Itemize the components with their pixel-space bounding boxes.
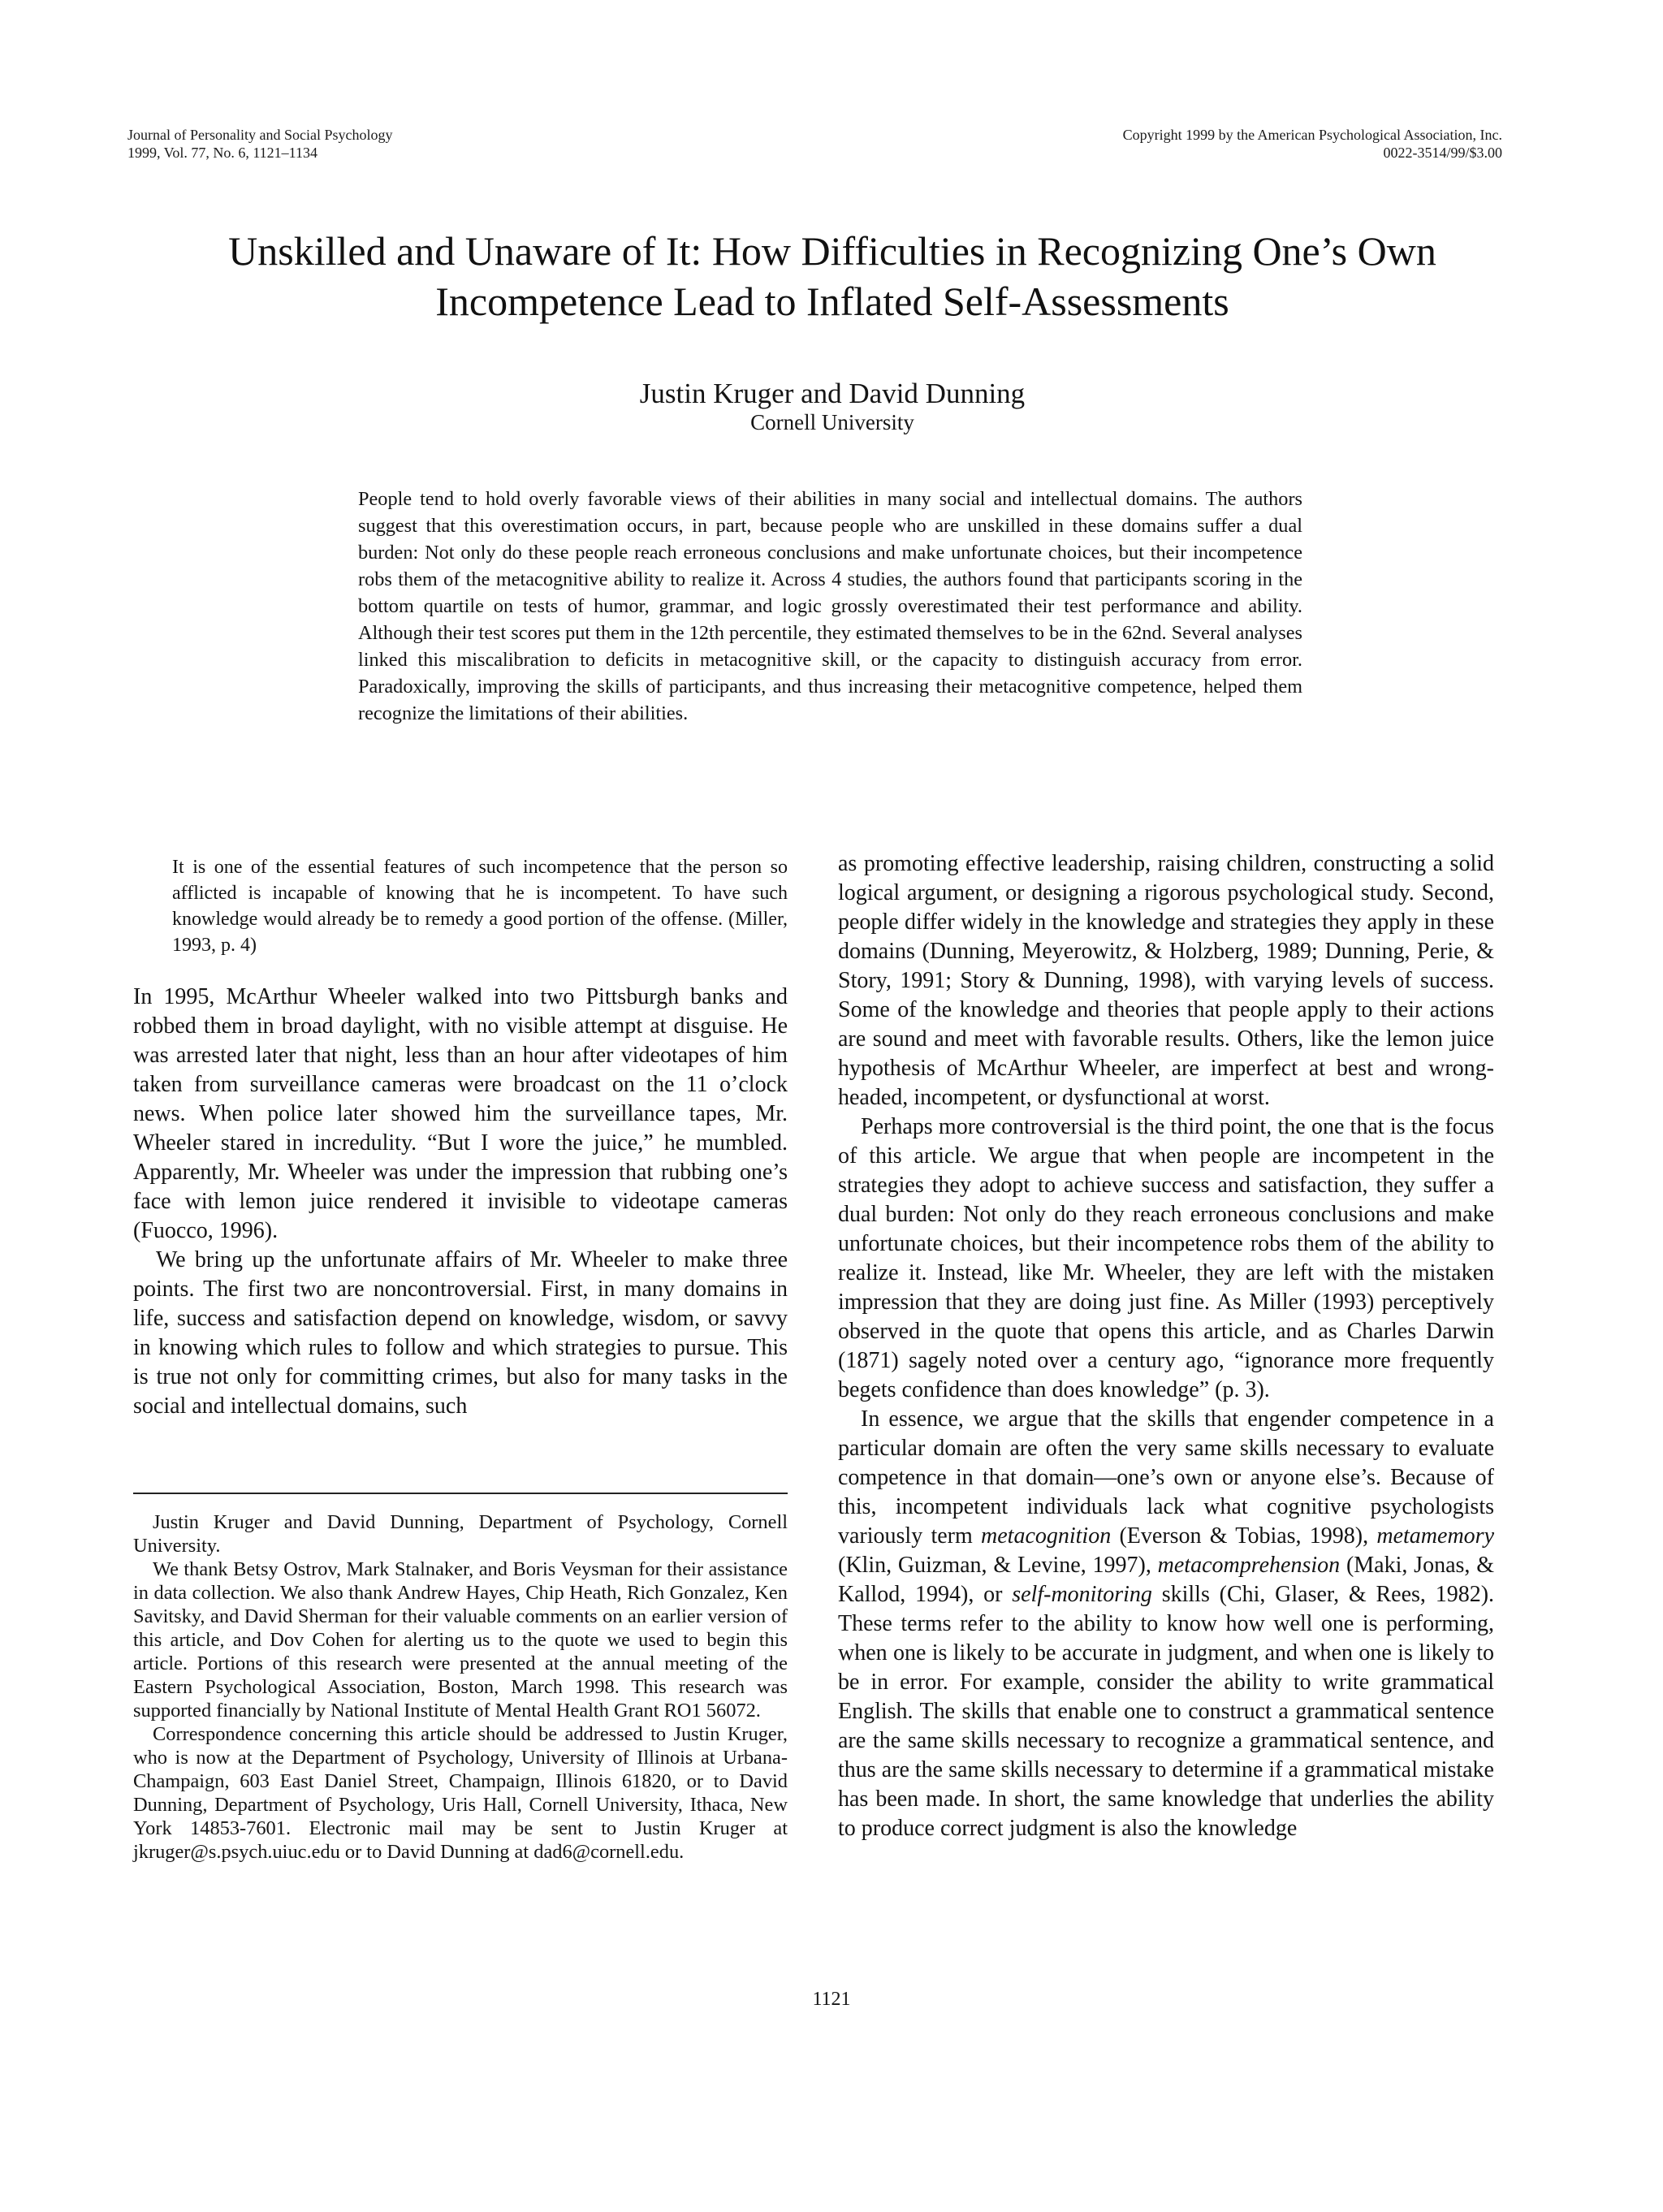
journal-name: Journal of Personality and Social Psychology — [127, 127, 393, 143]
copyright-line: Copyright 1999 by the American Psychological Association, Inc. — [1122, 127, 1502, 143]
footnote-divider — [133, 1493, 788, 1494]
body-text-right — [838, 849, 1494, 1843]
title-line-1: Unskilled and Unaware of It: How Difficulties in Recognizing One’s Own — [228, 228, 1436, 274]
article-title — [81, 226, 1583, 326]
acknowledgments-footnote: We thank Betsy Ostrov, Mark Stalnaker, and Boris Veysman for their assistance in data collection. We also thank Andrew Hayes, Chip Heath, Rich Gonzalez, Ken Savitsky, and David Sherman for their valuable comments on an earlier version of this article, and Dov Cohen for alerting us to the quote we used to begin this article. Portions of this research were presented at the annual meeting of the Eastern Psychological Association, Boston, March 1998. This research was supported financially by National Institute of Mental Health Grant RO1 56072. — [133, 1558, 788, 1722]
term-metamemory: metamemory — [1376, 1523, 1494, 1549]
text-run: (Maki, Jonas, & Kallod, 1994), or — [838, 1553, 1494, 1607]
term-self-monitoring: self-monitoring — [1012, 1582, 1152, 1607]
body-paragraph: Perhaps more controversial is the third point, the one that is the focus of this article. We argue that when people are incompetent in the strategies they adopt to achieve success and satisfaction, they suffer a dual burden: Not only do they reach erroneous conclusions and make unfortunate choices, but their incompetence robs them of the ability to realize it. Instead, like Mr. Wheeler, they are left with the mistaken impression that they are doing just fine. As Miller (1993) perceptively observed in the quote that opens this article, and as Charles Darwin (1871) sagely noted over a century ago, “ignorance more frequently begets confidence than does knowledge” (p. 3). — [838, 1114, 1494, 1402]
body-paragraph — [838, 1405, 1494, 1843]
right-column — [838, 849, 1494, 1843]
epigraph — [172, 854, 788, 958]
epigraph-citation: (Miller, 1993, p. 4) — [172, 909, 788, 956]
term-metacomprehension: metacomprehension — [1157, 1553, 1341, 1578]
title-line-2: Incompetence Lead to Inflated Self-Assessments — [435, 279, 1229, 324]
abstract: People tend to hold overly favorable views of their abilities in many social and intellectual domains. The authors suggest that this overestimation occurs, in part, because people who are unskilled in these domains suffer a dual burden: Not only do these people reach erroneous conclusions and make unfortunate choices, but their incompetence robs them of the metacognitive ability to realize it. Across 4 studies, the authors found that participants scoring in the bottom quartile on tests of humor, grammar, and logic grossly overestimated their test performance and ability. Although their test scores put them in the 12th percentile, they estimated themselves to be in the 62nd. Several analyses linked this miscalibration to deficits in metacognitive skill, or the capacity to distinguish accuracy from error. Paradoxically, improving the skills of participants, and thus increasing their metacognitive competence, helped them recognize the limitations of their abilities. — [358, 488, 1302, 724]
left-column — [133, 854, 788, 1421]
body-text-left — [133, 983, 788, 1421]
term-metacognition: metacognition — [981, 1523, 1112, 1549]
copyright-notice — [1123, 126, 1502, 162]
author-affiliation: Cornell University — [750, 410, 914, 434]
journal-citation — [127, 126, 392, 162]
body-paragraph: as promoting effective leadership, raising children, constructing a solid logical argument, or designing a rigorous psychological study. Second, people differ widely in the knowledge and strategies they apply in these domains (Dunning, Meyerowitz, & Holzberg, 1989; Dunning, Perie, & Story, 1991; Story & Dunning, 1998), with varying levels of success. Some of the knowledge and theories that people apply to their actions are sound and meet with favorable results. Others, like the lemon juice hypothesis of McArthur Wheeler, are imperfect at best and wrong-headed, incompetent, or dysfunctional at worst. — [838, 851, 1494, 1110]
author-names: Justin Kruger and David Dunning — [639, 378, 1026, 409]
author-footnotes — [133, 1493, 788, 1864]
issn-price: 0022-3514/99/$3.00 — [1383, 145, 1502, 161]
text-run: In essence, we argue that the skills that engender competence in a particular domain are often the very same skills necessary to evaluate competence in that domain—one’s own or anyone else’s. Because of this, incompetent individuals lack what cognitive psychologists variously term — [838, 1406, 1494, 1549]
correspondence-footnote: Correspondence concerning this article should be addressed to Justin Kruger, who is now at the Department of Psychology, University of Illinois at Urbana-Champaign, 603 East Daniel Street, Champaign, Illinois 61820, or to David Dunning, Department of Psychology, Uris Hall, Cornell University, Ithaca, New York 14853-7601. Electronic mail may be sent to Justin Kruger at jkruger@s.psych.uiuc.edu or to David Dunning at dad6@cornell.edu. — [133, 1723, 788, 1863]
text-run: (Klin, Guizman, & Levine, 1997), — [838, 1553, 1151, 1578]
body-paragraph: In 1995, McArthur Wheeler walked into two Pittsburgh banks and robbed them in broad daylight, with no visible attempt at disguise. He was arrested later that night, less than an hour after videotapes of him taken from surveillance cameras were broadcast on the 11 o’clock news. When police later showed him the surveillance tapes, Mr. Wheeler stared in incredulity. “But I wore the juice,” he mumbled. Apparently, Mr. Wheeler was under the impression that rubbing one’s face with lemon juice rendered it invisible to videotape cameras (Fuocco, 1996). — [133, 984, 788, 1243]
text-run: (Everson & Tobias, 1998), — [1119, 1523, 1369, 1549]
journal-volume: 1999, Vol. 77, No. 6, 1121–1134 — [127, 145, 318, 161]
body-paragraph: We bring up the unfortunate affairs of Mr. Wheeler to make three points. The first two are noncontroversial. First, in many domains in life, success and satisfaction depend on knowledge, wisdom, or savvy in knowing which rules to follow and which strategies to pursue. This is true not only for committing crimes, but also for many tasks in the social and intellectual domains, such — [133, 1247, 788, 1419]
footnote-text — [133, 1510, 788, 1864]
epigraph-quote: It is one of the essential features of such incompetence that the person so afflicted is incapable of knowing that he is incompetent. To have such knowledge would already be to remedy a good portion of the offense. — [172, 857, 788, 930]
page-number: 1121 — [812, 1989, 851, 2010]
text-run: skills (Chi, Glaser, & Rees, 1982). These terms refer to the ability to know how well one is performing, when one is likely to be accurate in judgment, and when one is likely to be in error. For example, consider the ability to write grammatical English. The skills that enable one to construct a grammatical sentence are the same skills necessary to recognize a grammatical sentence, and thus are the same skills necessary to determine if a grammatical mistake has been made. In short, the same knowledge that underlies the ability to produce correct judgment is also the knowledge — [838, 1582, 1495, 1841]
affiliation-footnote: Justin Kruger and David Dunning, Department of Psychology, Cornell University. — [133, 1511, 788, 1557]
